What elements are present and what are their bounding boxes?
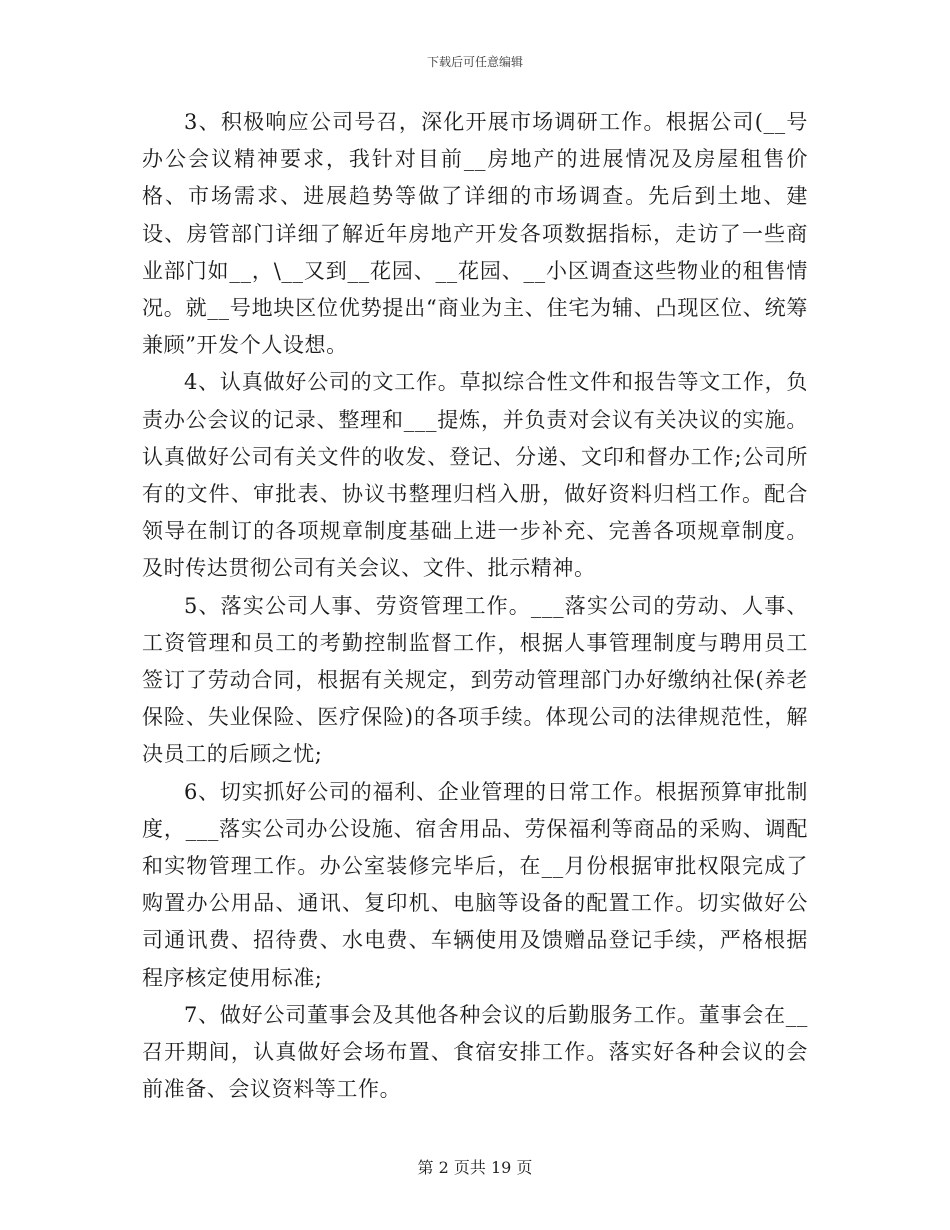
page-number-footer: 第 2 页共 19 页 bbox=[417, 1158, 533, 1177]
document-body bbox=[142, 104, 808, 1108]
paragraph-7: 7、做好公司董事会及其他各种会议的后勤服务工作。董事会在__召开期间，认真做好会场布置、食宿安排工作。落实好各种会议的会前准备、会议资料等工作。 bbox=[142, 1002, 808, 1102]
paragraph-5: 5、落实公司人事、劳资管理工作。___落实公司的劳动、人事、工资管理和员工的考勤控制监督工作，根据人事管理制度与聘用员工签订了劳动合同，根据有关规定，到劳动管理部门办好缴纳社保(养老保险、失业保险、医疗保险)的各项手续。体现公司的法律规范性，解决员工的后顾之忧; bbox=[142, 593, 808, 767]
paragraph-6: 6、切实抓好公司的福利、企业管理的日常工作。根据预算审批制度，___落实公司办公设施、宿舍用品、劳保福利等商品的采购、调配和实物管理工作。办公室装修完毕后，在__月份根据审批权限完成了购置办公用品、通讯、复印机、电脑等设备的配置工作。切实做好公司通讯费、招待费、水电费、车辆使用及馈赠品登记手续，严格根据程序核定使用标准; bbox=[142, 779, 808, 990]
paragraph-3: 3、积极响应公司号召，深化开展市场调研工作。根据公司(__号办公会议精神要求，我针对目前__房地产的进展情况及房屋租售价格、市场需求、进展趋势等做了详细的市场调查。先后到土地、建设、房管部门详细了解近年房地产开发各项数据指标，走访了一些商业部门如__，\__又到__花园、__花园、__小区调查这些物业的租售情况。就__号地块区位优势提出“商业为主、住宅为辅、凸现区位、统筹兼顾”开发个人设想。 bbox=[142, 110, 808, 358]
page-header: 下载后可任意编辑 bbox=[426, 55, 523, 69]
paragraph-4: 4、认真做好公司的文工作。草拟综合性文件和报告等文工作，负责办公会议的记录、整理和___提炼，并负责对会议有关决议的实施。认真做好公司有关文件的收发、登记、分递、文印和督办工作;公司所有的文件、审批表、协议书整理归档入册，做好资料归档工作。配合领导在制订的各项规章制度基础上进一步补充、完善各项规章制度。及时传达贯彻公司有关会议、文件、批示精神。 bbox=[142, 370, 808, 581]
